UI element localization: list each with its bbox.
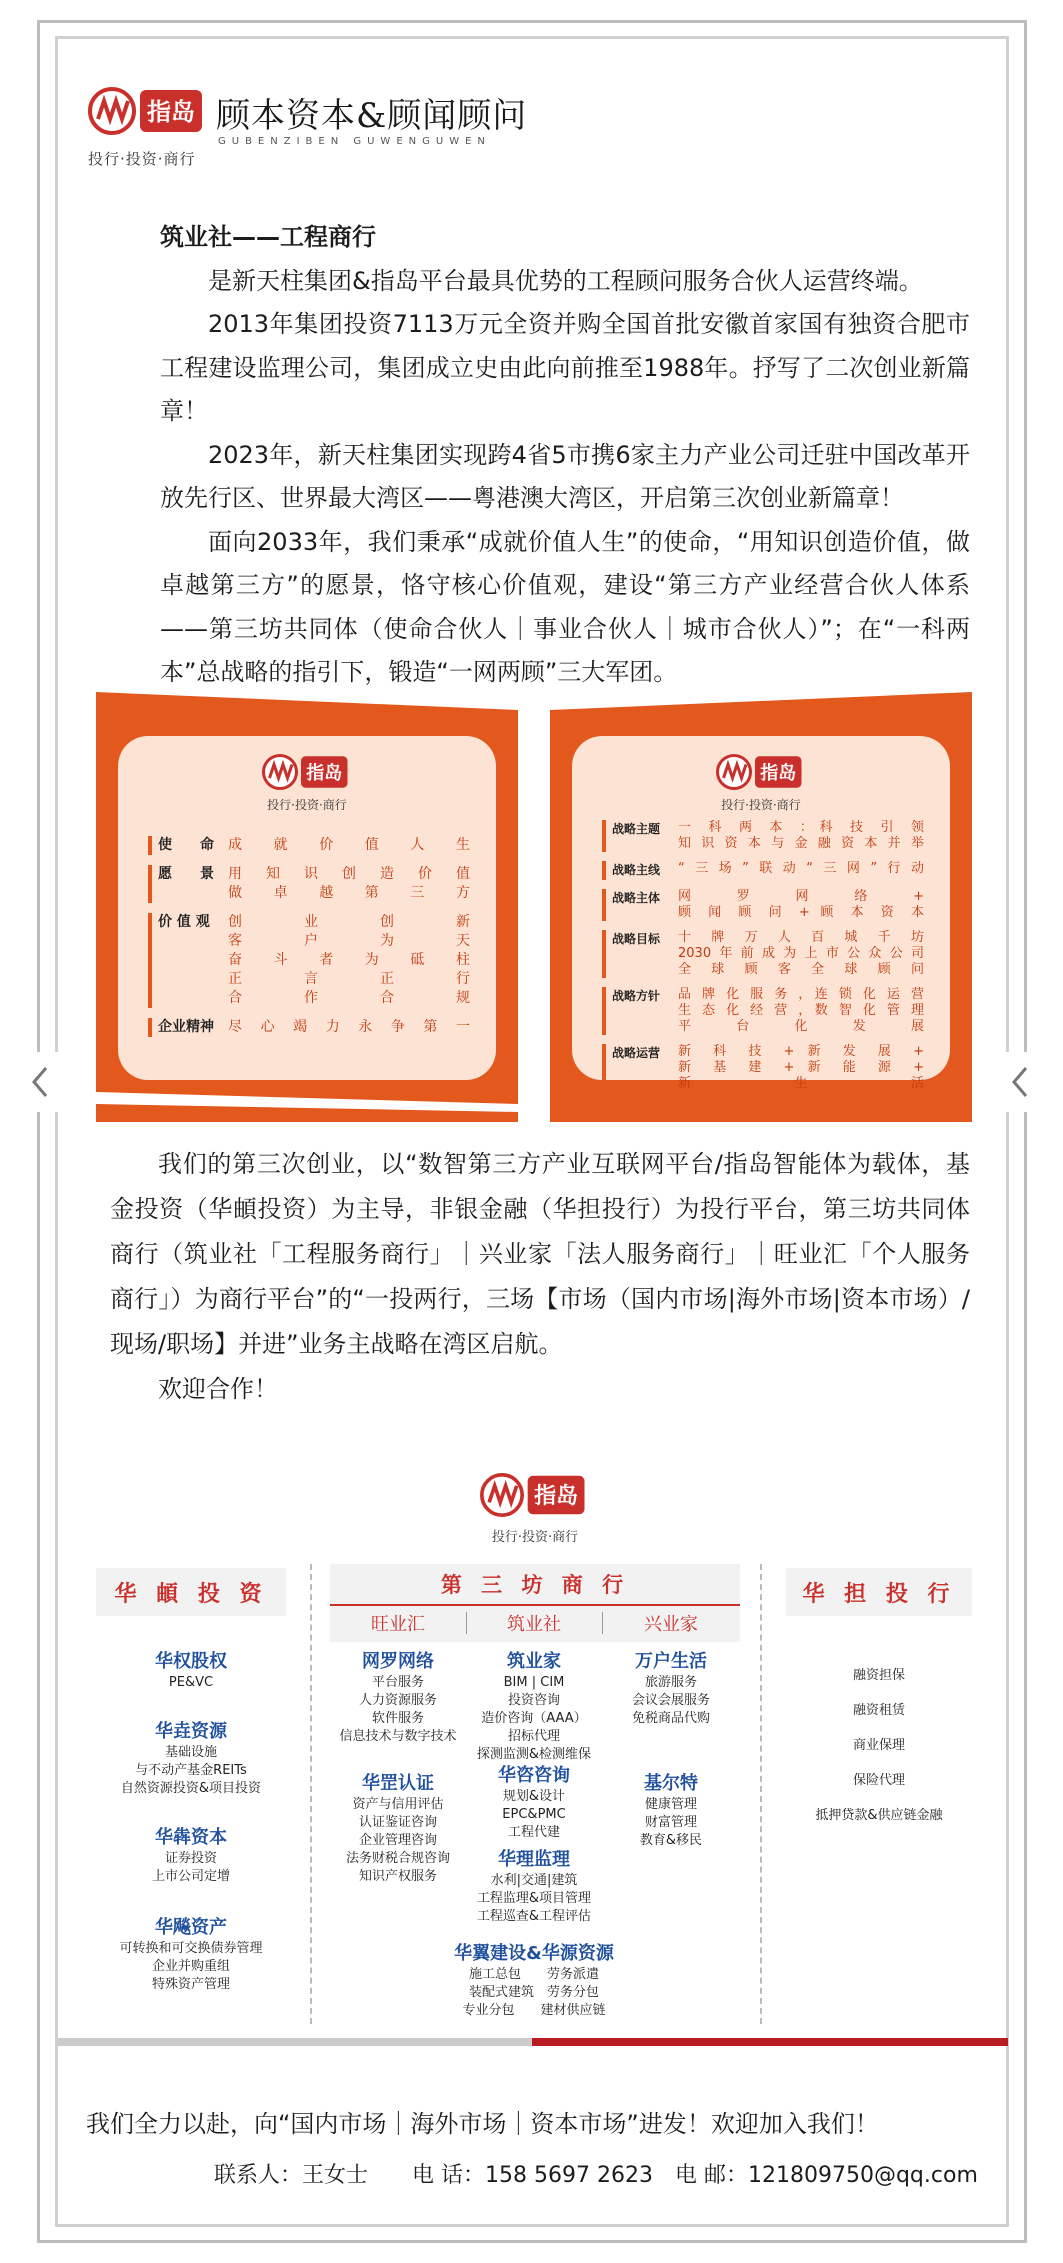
row-marker [602,987,606,1035]
org-group [466,1650,602,1764]
row-text: 合 作 合 规 [228,990,470,1006]
group-item: 保险代理 [852,1773,905,1788]
third-venture-section [110,1142,970,1412]
row-marker [602,930,606,978]
row-text: 生 态 化 经 营 ，数 智 化 管 理 [678,1003,924,1018]
svg-text:指岛: 指岛 [306,762,343,784]
strategy-row [602,861,924,880]
row-text: 做 卓 越 第 三 方 [228,885,470,901]
logo-tagline: 投行·投资·商行 [88,150,196,168]
group-item: 人力资源服务 [358,1693,437,1708]
group-item: 旅游服务 [644,1675,697,1690]
mission-rows [148,836,470,1047]
divider-bar-gray [58,2038,532,2046]
group-item: 软件服务 [371,1711,424,1726]
strategy-panel [550,692,972,1122]
org-group [96,1916,286,1994]
chevron-left-icon[interactable] [22,1052,62,1112]
group-item: 教育&移民 [639,1833,703,1848]
group-item: 工程代建 [507,1825,560,1840]
row-label: 战略主题 [612,822,661,836]
row-marker [602,861,606,880]
org-group [602,1772,740,1850]
row-marker [148,1018,152,1037]
group-item: 自然资源投资&项目投资 [120,1781,262,1796]
group-item: 企业管理咨询 [358,1833,437,1848]
group-item: 投资咨询 [507,1693,560,1708]
group-item: 信息技术与数字技术 [339,1729,457,1744]
group-item: 规划&设计 [502,1789,566,1804]
row-text: 客 户 为 天 [228,933,470,949]
row-text: 新 基 建 + 新 能 源 + [678,1060,924,1075]
group-item [426,1984,642,2002]
mission-panel [96,692,518,1122]
row-label: 战略运营 [612,1046,661,1060]
brand-name-en: GUBENZIBEN GUWENGUWEN [218,136,491,147]
group-title: 华罡认证 [362,1773,434,1794]
intro-paragraph: 面向2033年，我们秉承“成就价值人生”的使命，“用知识创造价值，做卓越第三方”的愿景，恪守核心价值观，建设“第三方产业经营合伙人体系——第三坊共同体（使命合伙人｜事业合伙人｜城市合伙人）”；在“一科两本”总战略的指引下，锻造“一网两顾”三大军团。 [160,527,970,686]
row-text: 成 就 价 值 人 生 [228,837,470,853]
tab-wangyehui[interactable]: 旺业汇 [371,1614,425,1635]
zhidao-logo [262,752,352,792]
column-divider [310,1564,312,2024]
group-title: 华飚资产 [155,1917,227,1938]
row-marker [148,836,152,855]
group-item: 财富管理 [644,1815,697,1830]
mission-row [148,865,470,903]
group-title: 华犇资本 [155,1827,227,1848]
tab-divider [602,1612,603,1634]
row-label: 战略目标 [612,932,661,946]
group-item: 知识产权服务 [358,1869,437,1884]
column-divider [760,1564,762,2024]
zhidao-logo [716,752,806,792]
group-item: 免税商品代购 [631,1711,710,1726]
row-text: 十 牌 万 人 百 城 千 坊 [678,930,924,945]
group-title: 筑业家 [507,1651,561,1672]
row-label: 价 值 观 [158,914,210,930]
strategy-row [602,987,924,1035]
row-text: 新 科 技 + 新 发 展 + [678,1044,924,1059]
group-title: 基尔特 [644,1773,698,1794]
row-label: 企业精神 [158,1019,214,1035]
body-paragraph: 我们的第三次创业，以“数智第三方产业互联网平台/指岛智能体为载体，基金投资（华頔投资）为主导，非银金融（华担投行）为投行平台，第三坊共同体商行（筑业社「工程服务商行」｜兴业家「法人服务商行」｜旺业汇「个人服务商行」）为商行平台”的“一投两行，三场【市场（国内市场|海外市场|资本市场）/现场/职场】并进”业务主战略在湾区启航。 [110,1150,970,1358]
group-item: 商业保理 [852,1738,905,1753]
header-rule [330,1604,740,1606]
group-item: 与不动产基金REITs [135,1763,247,1778]
zhidao-logo [480,1472,590,1518]
group-item-text: 建材供应链 [540,2003,606,2018]
row-marker [148,913,152,1008]
row-text: “三场”联动“三网”行动 [678,861,924,876]
group-title: 万户生活 [635,1651,707,1672]
logo-tagline: 投行·投资·商行 [267,798,347,812]
group-item: 法务财税合规咨询 [345,1851,450,1866]
row-label: 战略方针 [612,989,661,1003]
row-text: 奋 斗 者 为 砥 柱 [228,952,470,968]
brand-header [88,86,548,178]
welcome-text: 欢迎合作！ [158,1375,278,1403]
row-text: 创 业 创 新 [228,914,470,930]
logo-tagline: 投行·投资·商行 [721,798,801,812]
org-group [96,1650,286,1692]
row-label: 战略主体 [612,891,661,905]
strategy-row [602,820,924,852]
mission-row [148,836,470,855]
svg-text:指岛: 指岛 [760,762,797,784]
group-item [426,2002,642,2020]
group-item-text: 装配式建筑 [468,1985,534,2000]
row-text: 顾 闻 顾 问 + 顾 本 资 本 [678,905,924,920]
group-item: PE&VC [168,1675,214,1690]
group-item: 企业并购重组 [151,1959,230,1974]
org-group [466,1764,602,1842]
zhidao-logo [88,86,208,136]
group-item [426,1966,642,1984]
group-item: 融资担保 [852,1668,905,1683]
group-item: 抵押贷款&供应链金融 [815,1808,943,1823]
org-group [96,1720,286,1798]
svg-text:指岛: 指岛 [147,98,195,126]
row-text: 网 罗 网 络 + [678,889,924,904]
tab-zhuyeshe[interactable]: 筑业社 [507,1614,561,1635]
intro-paragraph: 2013年集团投资7113万元全资并购全国首批安徽首家国有独资合肥市工程建设监理公司，集团成立史由此向前推至1988年。抒写了二次创业新篇章！ [160,310,970,425]
group-item: 会议会展服务 [631,1693,710,1708]
org-group [330,1650,466,1746]
strategy-rows [602,820,924,1101]
svg-text:指岛: 指岛 [534,1484,579,1510]
org-group [330,1772,466,1886]
row-text: 新 生 活 [678,1076,924,1091]
group-title: 华理监理 [498,1849,570,1870]
row-text: 2030年前成为上市公众公司 [678,946,924,961]
row-marker [602,889,606,921]
group-item: 工程监理&项目管理 [476,1891,592,1906]
chevron-right-icon[interactable] [1000,1052,1040,1112]
divider-bar-red [532,2038,1008,2046]
brand-name-cn: 顾本资本&顾闻顾问 [216,96,528,136]
group-item-text: 施工总包 [468,1967,521,1982]
group-title: 华咨咨询 [498,1765,570,1786]
group-item: 上市公司定增 [151,1869,230,1884]
group-item: 特殊资产管理 [151,1977,230,1992]
row-text: 知识资本与金融资本并举 [678,836,924,851]
org-chart [96,1564,1008,2044]
col-header-huadan: 华 担 投 行 [786,1568,972,1616]
group-item: 造价咨询（AAA） [481,1711,587,1726]
org-group [426,1942,642,2020]
group-item-text: 专业分包 [462,2003,515,2018]
org-group [602,1650,740,1728]
row-marker [148,865,152,903]
row-text: 一 科 两 本 ：科 技 引 领 [678,820,924,835]
group-title: 华垚资源 [155,1721,227,1742]
org-group [466,1848,602,1926]
group-item: 可转换和可交换债券管理 [119,1941,263,1956]
intro-section [160,216,970,695]
group-item: 探测监测&检测维保 [476,1747,592,1762]
row-text: 正 言 正 行 [228,971,470,987]
col-header-disanfang: 第 三 坊 商 行 [440,1573,630,1597]
strategy-row [602,889,924,921]
tab-divider [466,1612,467,1634]
group-item: 认证鉴证咨询 [358,1815,437,1830]
org-group [786,1658,972,1833]
group-item: 基础设施 [164,1745,217,1760]
mission-row [148,1018,470,1037]
row-marker [602,820,606,852]
group-item: 工程巡查&工程评估 [476,1909,592,1924]
org-group [96,1826,286,1886]
group-item: EPC&PMC [502,1807,566,1822]
contact-email[interactable]: 电 邮：121809750@qq.com [675,2163,978,2188]
row-label: 使 命 [158,837,214,853]
row-text: 用 知 识 创 造 价 值 [228,866,470,882]
row-label: 战略主线 [612,863,661,877]
footer-slogan: 我们全力以赴，向“国内市场｜海外市场｜资本市场”进发！欢迎加入我们！ [86,2110,879,2138]
col-header-huadi: 华 頔 投 资 [96,1568,286,1616]
group-item: 水利|交通|建筑 [490,1873,578,1888]
row-text: 尽 心 竭 力 永 争 第 一 [228,1019,470,1035]
panel-card [118,736,496,1080]
panel-card [572,736,950,1091]
tab-xingyejia[interactable]: 兴业家 [644,1614,698,1635]
contact-person: 联系人：王女士 [214,2163,369,2188]
strategy-row [602,930,924,978]
group-title: 华翼建设&华源资源 [454,1943,614,1964]
group-item-text: 劳务派遣 [547,1967,600,1982]
mission-row [148,913,470,1008]
group-item: 融资租赁 [852,1703,905,1718]
group-title: 网罗网络 [362,1651,434,1672]
row-marker [602,1044,606,1092]
row-text: 品 牌 化 服 务 ，连 锁 化 运 营 [678,987,924,1002]
group-item: 证券投资 [164,1851,217,1866]
intro-title: 筑业社——工程商行 [160,223,376,251]
row-text: 全 球 顾 客 全 球 顾 问 [678,962,924,977]
group-item: 平台服务 [371,1675,424,1690]
strategy-row [602,1044,924,1092]
contact-phone: 电 话：158 5697 2623 [412,2163,653,2188]
intro-paragraph: 2023年，新天柱集团实现跨4省5市携6家主力产业公司迁驻中国改革开放先行区、世界最大湾区——粤港澳大湾区，开启第三次创业新篇章！ [160,440,970,512]
group-item: 健康管理 [644,1797,697,1812]
row-label: 愿 景 [158,866,214,882]
group-title: 华权股权 [155,1651,227,1672]
logo-tagline: 投行·投资·商行 [491,1530,579,1545]
group-item: 招标代理 [507,1729,560,1744]
row-text: 平 台 化 发 展 [678,1019,924,1034]
group-item: 资产与信用评估 [352,1797,444,1812]
group-item: BIM | CIM [503,1675,565,1690]
footer-contact [214,2158,978,2189]
group-item-text: 劳务分包 [547,1985,600,2000]
intro-paragraph: 是新天柱集团&指岛平台最具优势的工程顾问服务合伙人运营终端。 [208,266,923,295]
